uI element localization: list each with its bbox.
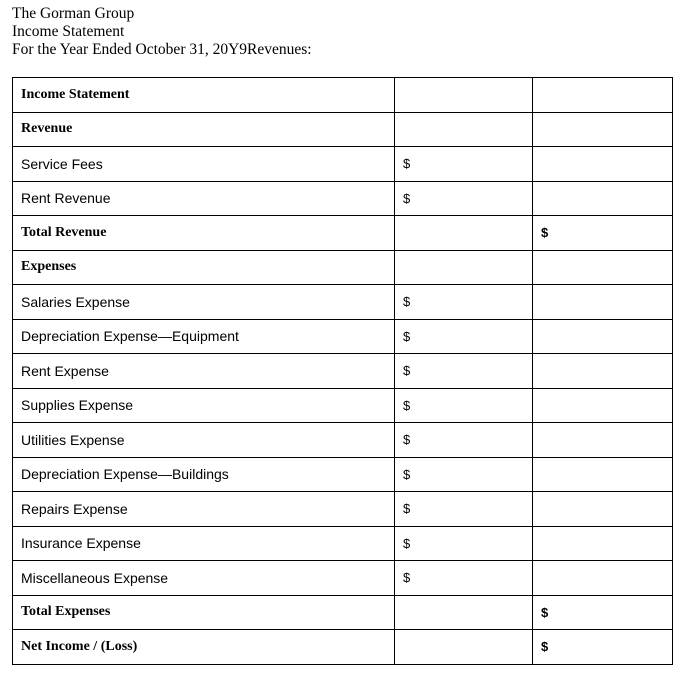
amount-cell[interactable]: $ — [395, 354, 533, 389]
statement-row — [13, 630, 673, 665]
statement-row — [13, 388, 673, 423]
statement-row — [13, 595, 673, 630]
total-cell[interactable] — [533, 526, 673, 561]
row-label: Insurance Expense — [13, 526, 395, 561]
total-cell[interactable] — [533, 423, 673, 458]
amount-cell[interactable]: $ — [395, 457, 533, 492]
amount-cell[interactable] — [395, 250, 533, 285]
total-cell[interactable] — [533, 388, 673, 423]
statement-row — [13, 78, 673, 113]
income-statement-table — [12, 77, 673, 665]
row-label: Miscellaneous Expense — [13, 561, 395, 596]
amount-cell[interactable] — [395, 78, 533, 113]
total-cell[interactable] — [533, 285, 673, 320]
total-cell[interactable] — [533, 147, 673, 182]
amount-cell[interactable]: $ — [395, 526, 533, 561]
total-cell[interactable] — [533, 250, 673, 285]
statement-row — [13, 112, 673, 147]
total-cell[interactable]: $ — [533, 595, 673, 630]
amount-cell[interactable]: $ — [395, 285, 533, 320]
statement-row — [13, 250, 673, 285]
amount-cell[interactable]: $ — [395, 147, 533, 182]
row-label: Net Income / (Loss) — [13, 630, 395, 665]
statement-period: For the Year Ended October 31, 20Y9Revenues: — [12, 41, 312, 58]
statement-row — [13, 147, 673, 182]
row-label: Depreciation Expense—Equipment — [13, 319, 395, 354]
amount-cell[interactable] — [395, 112, 533, 147]
amount-cell[interactable] — [395, 630, 533, 665]
row-label: Service Fees — [13, 147, 395, 182]
row-label: Repairs Expense — [13, 492, 395, 527]
total-cell[interactable] — [533, 492, 673, 527]
amount-cell[interactable]: $ — [395, 181, 533, 216]
total-cell[interactable] — [533, 319, 673, 354]
statement-heading — [12, 5, 312, 59]
row-label: Supplies Expense — [13, 388, 395, 423]
total-cell[interactable] — [533, 457, 673, 492]
row-label: Income Statement — [13, 78, 395, 113]
row-label: Total Expenses — [13, 595, 395, 630]
amount-cell[interactable]: $ — [395, 319, 533, 354]
row-label: Total Revenue — [13, 216, 395, 251]
total-cell[interactable] — [533, 181, 673, 216]
amount-cell[interactable] — [395, 595, 533, 630]
statement-row — [13, 216, 673, 251]
row-label: Expenses — [13, 250, 395, 285]
row-label: Depreciation Expense—Buildings — [13, 457, 395, 492]
total-cell[interactable] — [533, 112, 673, 147]
amount-cell[interactable]: $ — [395, 492, 533, 527]
statement-row — [13, 561, 673, 596]
statement-row — [13, 526, 673, 561]
amount-cell[interactable]: $ — [395, 561, 533, 596]
statement-row — [13, 457, 673, 492]
total-cell[interactable]: $ — [533, 630, 673, 665]
total-cell[interactable] — [533, 78, 673, 113]
row-label: Revenue — [13, 112, 395, 147]
statement-row — [13, 285, 673, 320]
company-name: The Gorman Group — [12, 5, 135, 22]
total-cell[interactable]: $ — [533, 216, 673, 251]
statement-row — [13, 354, 673, 389]
amount-cell[interactable]: $ — [395, 423, 533, 458]
statement-row — [13, 492, 673, 527]
statement-row — [13, 181, 673, 216]
amount-cell[interactable]: $ — [395, 388, 533, 423]
amount-cell[interactable] — [395, 216, 533, 251]
total-cell[interactable] — [533, 354, 673, 389]
income-statement-body — [13, 78, 673, 665]
statement-title: Income Statement — [12, 23, 125, 40]
statement-row — [13, 319, 673, 354]
row-label: Rent Revenue — [13, 181, 395, 216]
row-label: Salaries Expense — [13, 285, 395, 320]
statement-row — [13, 423, 673, 458]
total-cell[interactable] — [533, 561, 673, 596]
row-label: Rent Expense — [13, 354, 395, 389]
row-label: Utilities Expense — [13, 423, 395, 458]
